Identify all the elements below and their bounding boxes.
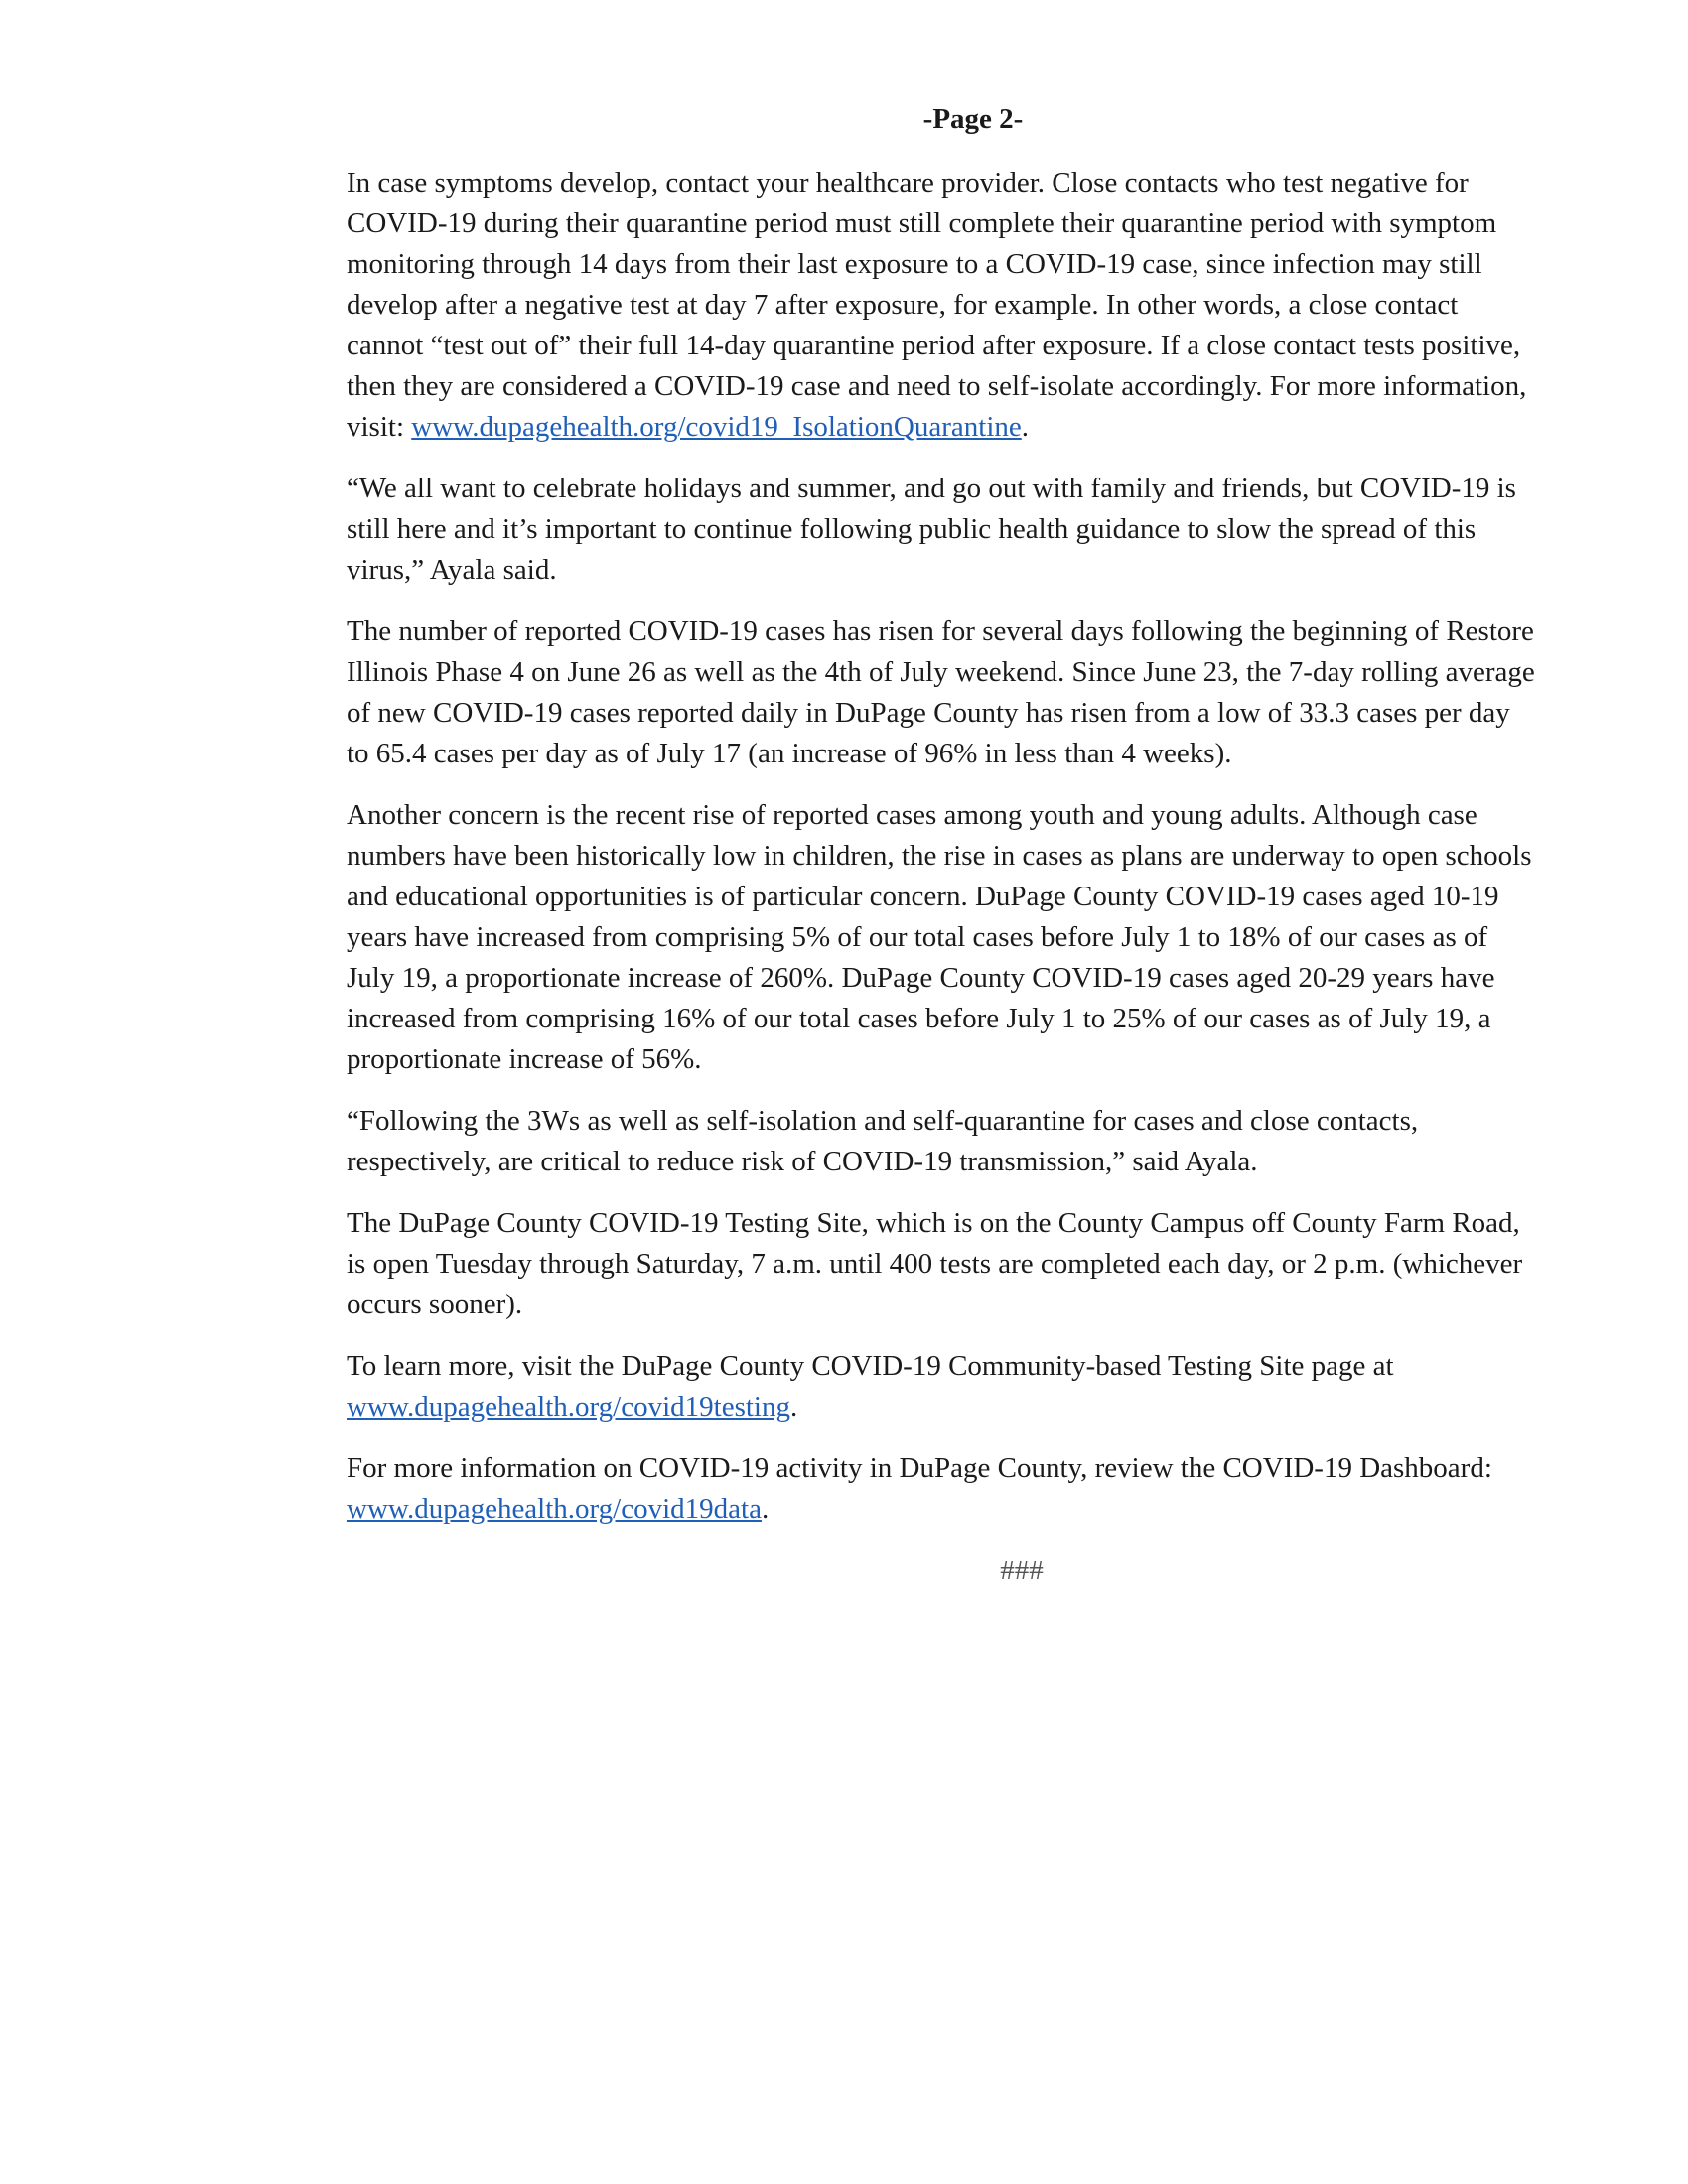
paragraph-punctuation: . (1021, 411, 1029, 443)
paragraph-text: For more information on COVID-19 activity in DuPage County, review the COVID-19 Dashboard: (347, 1452, 1492, 1484)
paragraph-youth-concern: Another concern is the recent rise of reported cases among youth and young adults. Although case numbers have been historically low in children, the rise in cases as plans are underway to open schools and educational opportunities is of particular concern. DuPage County COVID-19 cases aged 10-19 years have increased from comprising 5% of our total cases before July 1 to 18% of our cases as of July 19, a proportionate increase of 260%. DuPage County COVID-19 cases aged 20-29 years have increased from comprising 16% of our total cases before July 1 to 25% of our cases as of July 19, a proportionate increase of 56%. (347, 799, 1532, 1075)
paragraph-testing-site: The DuPage County COVID-19 Testing Site, which is on the County Campus off County Farm Road, is open Tuesday through Saturday, 7 a.m. until 400 tests are completed each day, or 2 p.m. (whichever occurs sooner). (347, 1207, 1523, 1320)
paragraph-case-numbers: The number of reported COVID-19 cases has risen for several days following the beginning of Restore Illinois Phase 4 on June 26 as well as the 4th of July weekend. Since June 23, the 7-day rolling average of new COVID-19 cases reported daily in DuPage County has risen from a low of 33.3 cases per day to 65.4 cases per day as of July 17 (an increase of 96% in less than 4 weeks). (347, 615, 1535, 769)
paragraph-dashboard (347, 1448, 1538, 1530)
page-number: -Page 2- (922, 103, 1024, 135)
document-body (347, 163, 1538, 1591)
paragraph-quote-holidays: “We all want to celebrate holidays and summer, and go out with family and friends, but COVID-19 is still here and it’s important to continue following public health guidance to slow the spread of this virus,” Ayala said. (347, 473, 1516, 586)
paragraph-quote-3ws: “Following the 3Ws as well as self-isolation and self-quarantine for cases and close contacts, respectively, are critical to reduce risk of COVID-19 transmission,” said Ayala. (347, 1105, 1419, 1177)
paragraph-text: To learn more, visit the DuPage County COVID-19 Community-based Testing Site page at (347, 1350, 1394, 1382)
testing-site-link[interactable]: www.dupagehealth.org/covid19testing (347, 1391, 790, 1423)
paragraph-text: In case symptoms develop, contact your healthcare provider. Close contacts who test negative for COVID-19 during their quarantine period must still complete their quarantine period with symptom monitoring through 14 days from their last exposure to a COVID-19 case, since infection may still develop after a negative test at day 7 after exposure, for example. In other words, a close contact cannot “test out of” their full 14-day quarantine period after exposure. If a close contact tests positive, then they are considered a COVID-19 case and need to self-isolate accordingly. For more information, visit: (347, 167, 1527, 443)
isolation-quarantine-link[interactable]: www.dupagehealth.org/covid19_IsolationQuarantine (411, 411, 1022, 443)
paragraph-punctuation: . (790, 1391, 798, 1423)
paragraph-symptoms (347, 163, 1538, 448)
dashboard-link[interactable]: www.dupagehealth.org/covid19data (347, 1493, 762, 1525)
paragraph-learn-more (347, 1346, 1538, 1428)
end-mark: ### (1000, 1555, 1044, 1586)
paragraph-punctuation: . (761, 1493, 770, 1525)
